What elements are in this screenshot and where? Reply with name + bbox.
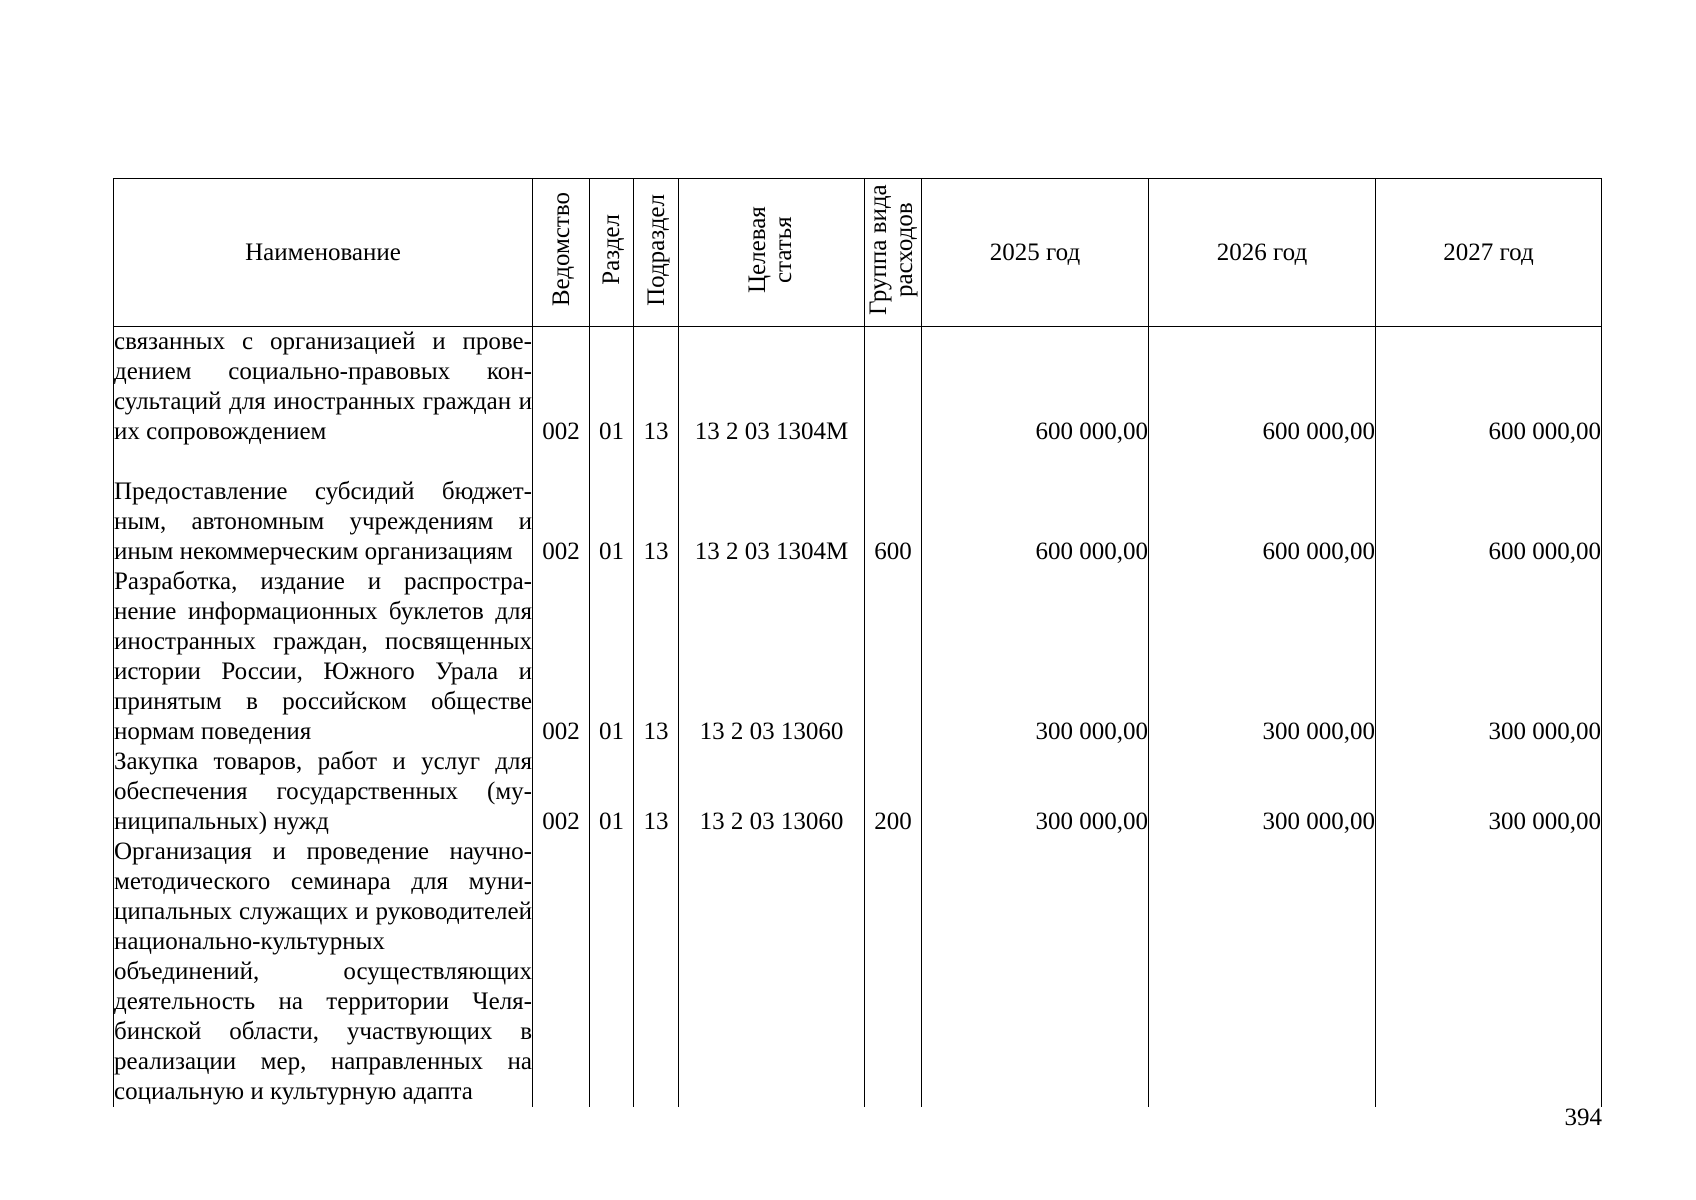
row-amount-2026: 300 000,00 [1149,747,1376,837]
row-amount-2027: 300 000,00 [1376,747,1602,837]
table-header [114,179,1602,327]
row-amount-2025: 300 000,00 [922,747,1149,837]
row-subsection: 13 [634,327,679,448]
row-expense-group [865,837,922,1107]
row-department: 002 [533,567,590,747]
row-target-article: 13 2 03 13060 [679,747,865,837]
row-amount-2025: 600 000,00 [922,447,1149,567]
row-section [590,837,634,1107]
row-expense-group [865,327,922,448]
row-name: Организация и проведение научнометодического семинара для муниципальных служащих и руководителей национально-культурных объединений, осуществляющих деятельность на территории Челябинской области, участвующих в реализации мер, направленных на социальную и культурную адапта [114,838,532,1105]
row-target-article: 13 2 03 1304М [679,327,865,448]
row-amount-2025 [922,837,1149,1107]
header-target-article: Целевая статья [679,179,865,327]
row-amount-2026: 600 000,00 [1149,447,1376,567]
row-subsection: 13 [634,567,679,747]
table-row [114,567,1602,747]
row-amount-2027 [1376,837,1602,1107]
row-target-article: 13 2 03 13060 [679,567,865,747]
table-row [114,837,1602,1107]
row-amount-2025: 300 000,00 [922,567,1149,747]
row-amount-2027: 600 000,00 [1376,447,1602,567]
row-subsection: 13 [634,747,679,837]
row-section: 01 [590,747,634,837]
row-subsection [634,837,679,1107]
table-row [114,327,1602,448]
header-expense-group: Группа вида расходов [865,179,922,327]
row-target-article: 13 2 03 1304М [679,447,865,567]
row-target-article [679,837,865,1107]
header-year-2027: 2027 год [1376,179,1602,327]
header-department: Ведомство [533,179,590,327]
row-section: 01 [590,447,634,567]
row-department: 002 [533,747,590,837]
row-section: 01 [590,327,634,448]
row-amount-2026: 300 000,00 [1149,567,1376,747]
row-amount-2027: 600 000,00 [1376,327,1602,448]
table-row [114,447,1602,567]
header-subsection: Подраздел [634,179,679,327]
row-expense-group: 200 [865,747,922,837]
header-section: Раздел [590,179,634,327]
row-amount-2026 [1149,837,1376,1107]
table-body [114,327,1602,1108]
row-expense-group: 600 [865,447,922,567]
row-department: 002 [533,327,590,448]
header-year-2026: 2026 год [1149,179,1376,327]
row-amount-2025: 600 000,00 [922,327,1149,448]
row-subsection: 13 [634,447,679,567]
budget-table [113,178,1602,1107]
row-name: Предоставление субсидий бюджетным, автономным учреждениям и иным некоммерческим организациям [114,447,533,567]
header-name: Наименование [114,179,533,327]
row-expense-group [865,567,922,747]
row-amount-2026: 600 000,00 [1149,327,1376,448]
header-year-2025: 2025 год [922,179,1149,327]
row-section: 01 [590,567,634,747]
row-amount-2027: 300 000,00 [1376,567,1602,747]
row-name: связанных с организацией и проведением социально-правовых консультаций для иностранных граждан и их сопровождением [114,328,532,445]
page-number: 394 [1564,1104,1602,1131]
row-department [533,837,590,1107]
row-department: 002 [533,447,590,567]
row-name: Закупка товаров, работ и услуг для обеспечения государственных (муниципальных) нужд [114,748,532,835]
row-name: Разработка, издание и распространение информационных буклетов для иностранных граждан, посвященных истории России, Южного Урала и принятым в российском обществе нормам поведения [114,568,532,745]
table-row [114,747,1602,837]
